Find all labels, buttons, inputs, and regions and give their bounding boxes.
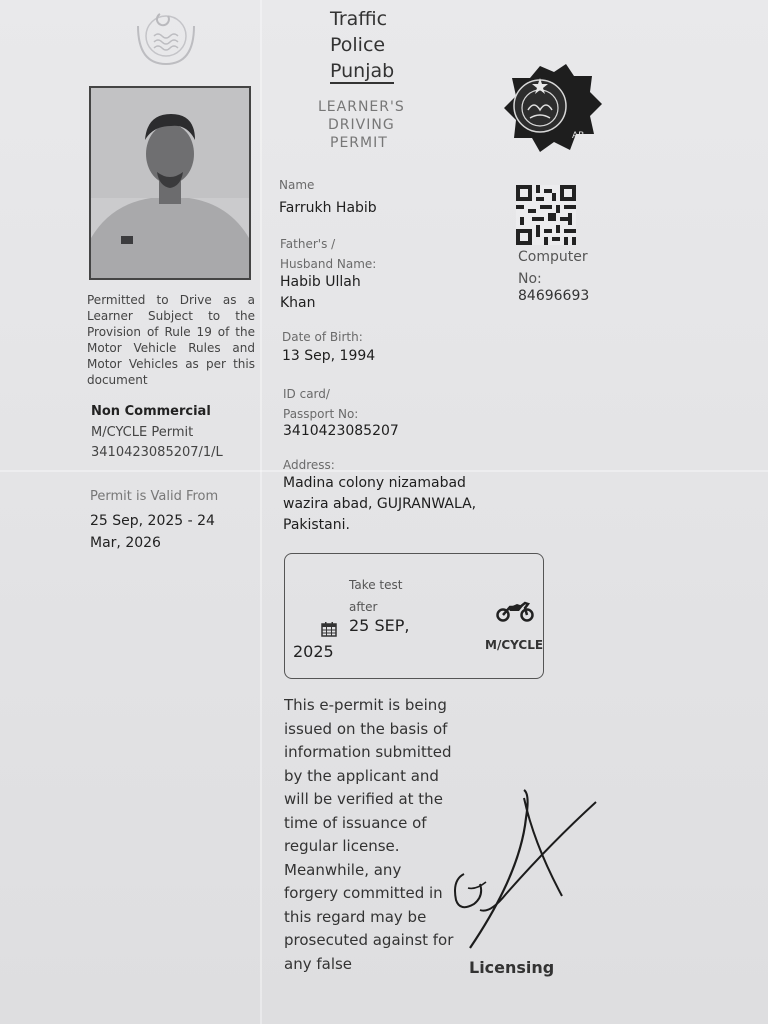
take-test-label [349,574,402,618]
permit-number: 3410423085207/1/L [91,445,223,460]
e-permit-notice: This e-permit is being issued on the basis of information submitted by the applicant and will be verified at the time of issuance of regular license. Meanwhile, any forgery committed in this regard may be prosecuted against for any false [284,696,454,973]
address-line: wazira abad, GUJRANWALA, [283,496,477,512]
test-date: 25 SEP, [349,616,410,635]
title-line: Police [330,34,386,56]
address-label: Address: [283,458,335,472]
title-line: Punjab [330,60,395,82]
father-name [280,272,361,314]
address [283,473,476,536]
authority-title [330,6,470,84]
computer-number: 84696693 [518,288,590,304]
value-line: Khan [280,295,316,311]
test-vehicle-category: M/CYCLE [485,638,544,652]
computer-number-label [518,246,588,290]
id-label [283,384,358,424]
dob-label: Date of Birth: [282,330,363,344]
permit-heading-line: PERMIT [330,135,388,151]
label-line: Take test [349,578,403,592]
father-name-label [280,234,376,274]
name-label: Name [279,178,315,192]
calendar-icon [321,621,337,641]
label-line: ID card/ [283,387,330,401]
validity-period [90,510,250,554]
applicant-name: Farrukh Habib [279,200,377,216]
label-line: No: [518,271,542,287]
permit-heading-line: DRIVING [328,117,395,133]
validity-line: Mar, 2026 [90,535,161,551]
label-line: Passport No: [283,407,359,421]
label-line: Father's / [280,237,336,251]
motorcycle-icon [495,598,535,626]
validity-line: 25 Sep, 2025 - 24 [90,513,215,529]
permit-heading-line: LEARNER'S [318,99,405,115]
date-of-birth: 13 Sep, 1994 [282,348,376,364]
address-line: Madina colony nizamabad [283,475,466,491]
validity-label: Permit is Valid From [90,489,219,504]
punjab-government-emblem-icon [132,6,200,72]
permit-type-heading [318,98,428,152]
signature-icon [450,784,610,960]
test-date-box [284,553,544,679]
title-line: Traffic [330,8,388,30]
qr-code-icon [516,185,576,249]
paper-fold [260,0,262,1024]
applicant-photo [89,86,251,280]
address-line: Pakistani. [283,517,350,533]
vehicle-use-category: Non Commercial [91,404,211,419]
permitted-statement: Permitted to Drive as a Learner Subject to the Provision of Rule 19 of the Motor Vehicle Rules and Motor Vehicles as per this document [87,293,255,387]
label-line: Husband Name: [280,257,377,271]
value-line: Habib Ullah [280,274,361,290]
permit-type: M/CYCLE Permit [91,425,194,440]
svg-text:AB: AB [572,131,585,141]
label-line: Computer [518,249,588,265]
signature-caption: Licensing [469,958,555,977]
test-year: 2025 [293,642,334,661]
police-badge-icon [500,62,604,160]
paper-fold [0,470,768,472]
label-line: after [349,600,378,614]
id-number: 3410423085207 [283,423,399,439]
